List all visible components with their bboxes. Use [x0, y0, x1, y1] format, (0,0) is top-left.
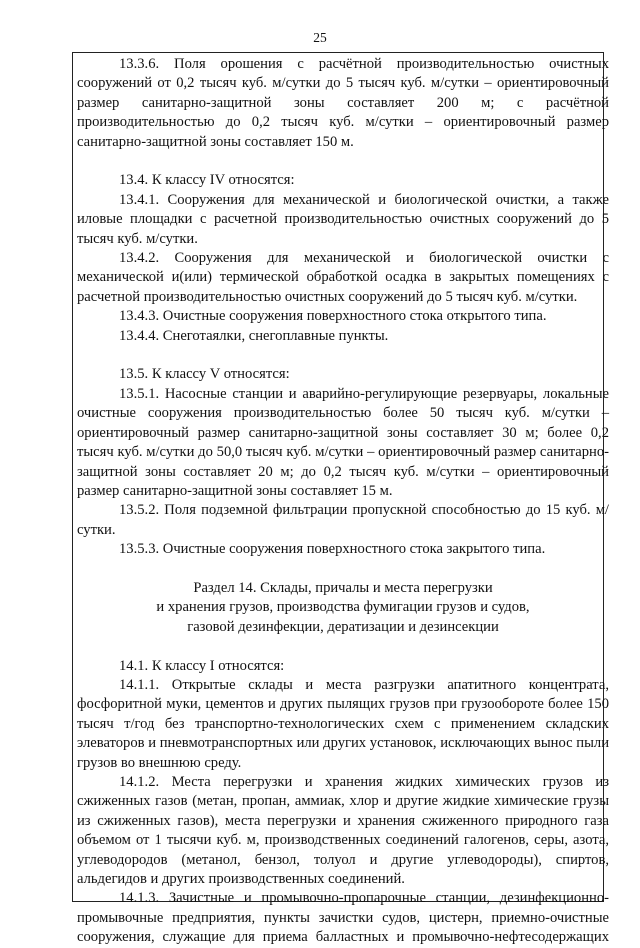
paragraph: 13.5.1. Насосные станции и аварийно-регулирующие резервуары, локальные очистные сооружения производительностью более 50 тысяч куб. м/сутки – ориентировочный размер санитарно-защитной зоны составляет 30 м; более 0,2 тысяч куб. м/сутки до 50,0 тысяч куб. м/сутки – ориентировочный размер санитарно-защитной зоны составляет 20 м; до 0,2 тысяч куб. м/сутки – ориентировочный размер санитарно-защитной зоны составляет 15 м.	[77, 385, 609, 499]
paragraph: 13.4. К классу IV относятся:	[119, 172, 295, 189]
page-number: 25	[313, 30, 327, 45]
document-body	[77, 55, 609, 948]
paragraph: 13.4.2. Сооружения для механической и биологической очистки с механической и(или) термической обработкой осадка в закрытых помещениях с расчетной производительностью очистных сооружений до 5 тысяч куб. м/сутки.	[77, 250, 609, 305]
paragraph-gap	[77, 637, 609, 656]
paragraph: 13.5. К классу V относятся:	[119, 366, 290, 383]
paragraph: 14.1.2. Места перегрузки и хранения жидких химических грузов из сжиженных газов (метан, пропан, аммиак, хлор и другие жидкие химические грузы из сжиженных газов), места перегрузки и хранения сжиженного природного газа объемом от 1 тысячи куб. м, производственных соединений галогенов, серы, азота, углеводородов (метанол, бензол, толуол и другие углеводороды), спиртов, альдегидов и других производственных соединений.	[77, 773, 609, 887]
section-heading-line: и хранения грузов, производства фумигации грузов и судов,	[156, 599, 530, 616]
paragraph: 13.4.1. Сооружения для механической и биологической очистки, а также иловые площадки с расчетной производительностью очистных сооружений до 5 тысяч куб. м/сутки.	[77, 191, 609, 247]
paragraph-gap	[77, 560, 609, 579]
paragraph: 13.5.2. Поля подземной фильтрации пропускной способностью до 15 куб. м/сутки.	[77, 502, 609, 538]
section-heading-line: газовой дезинфекции, дератизации и дезинсекции	[187, 618, 499, 635]
paragraph: 13.3.6. Поля орошения с расчётной производительностью очистных сооружений от 0,2 тысяч куб. м/сутки до 5 тысяч куб. м/сутки – ориентировочный размер санитарно-защитной зоны составляет 200 м; с расчётной производительностью до 0,2 тысяч куб. м/сутки – ориентировочный размер санитарно-защитной зоны составляет 150 м.	[77, 56, 609, 150]
paragraph: 14.1. К классу I относятся:	[119, 657, 285, 674]
paragraph-gap	[77, 346, 609, 365]
paragraph: 13.4.4. Снеготаялки, снегоплавные пункты.	[119, 327, 389, 344]
document-frame	[72, 52, 609, 946]
paragraph: 14.1.3. Зачистные и промывочно-пропарочные станции, дезинфекционно-промывочные предприятия, пункты зачистки судов, цистерн, приемно-очистные сооружения, служащие для приема балластных и промывочно-нефтесодержащих	[77, 890, 609, 946]
section-heading-line: Раздел 14. Склады, причалы и места перегрузки	[193, 579, 493, 596]
paragraph: 13.4.3. Очистные сооружения поверхностного стока открытого типа.	[119, 308, 547, 325]
paragraph: 13.5.3. Очистные сооружения поверхностного стока закрытого типа.	[119, 541, 546, 558]
paragraph: 14.1.1. Открытые склады и места разгрузки апатитного концентрата, фосфоритной муки, цементов и других пылящих грузов при грузообороте более 150 тысяч т/год без транспортно-технологических схем с применением складских элеваторов и пневмотранспортных или других установок, исключающих вынос пыли грузов во внешнюю среду.	[77, 676, 609, 771]
paragraph-gap	[77, 152, 609, 171]
